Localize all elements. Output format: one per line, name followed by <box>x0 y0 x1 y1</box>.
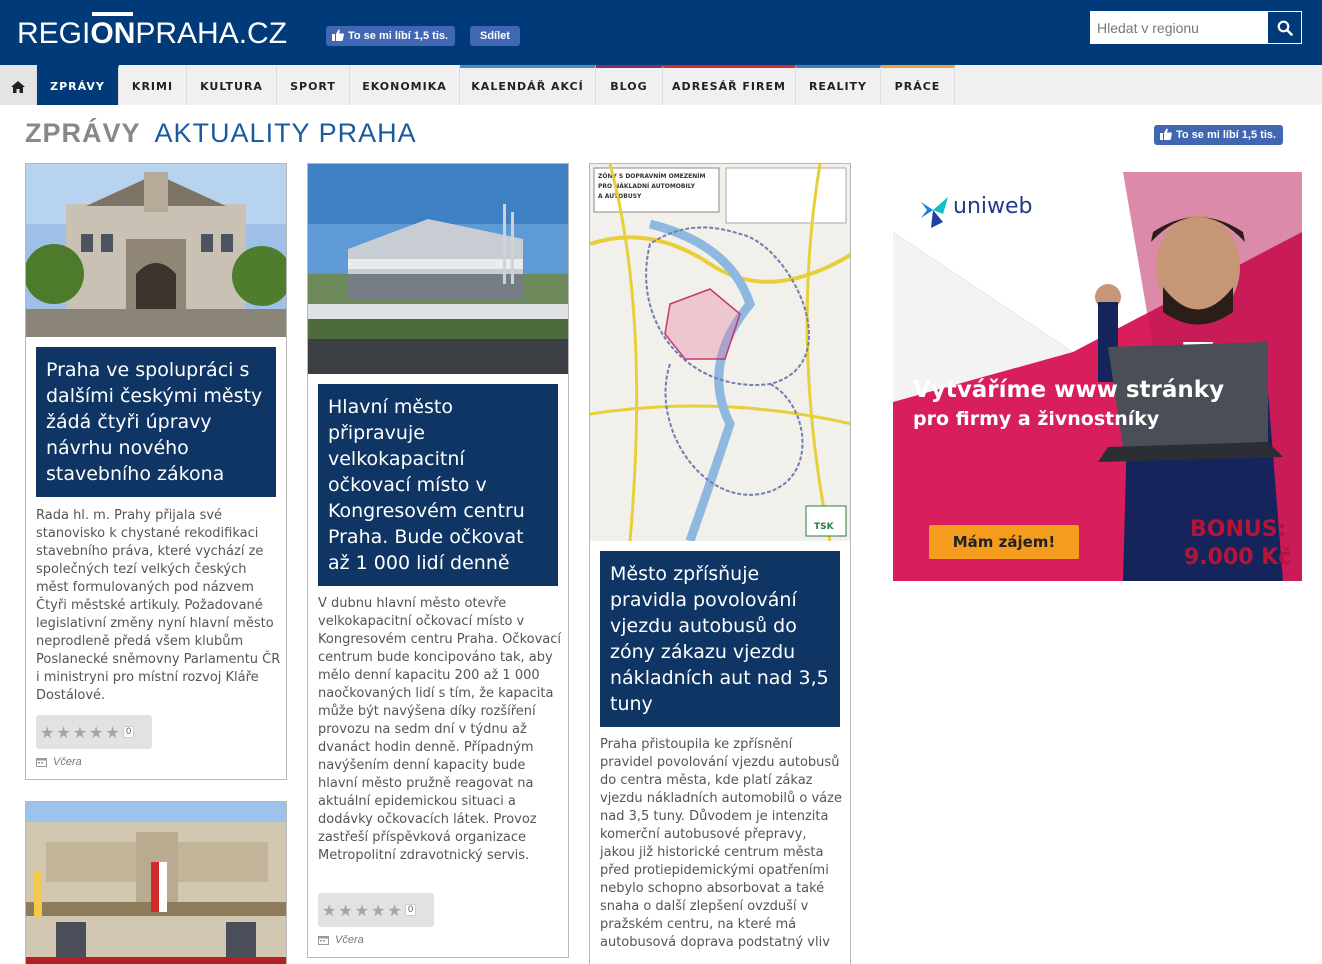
rating-count: 0 <box>123 726 135 738</box>
congress-center-photo <box>308 164 568 374</box>
ad-brand-logo: uniweb <box>953 194 1033 219</box>
nav-item-ekonomika[interactable]: EKONOMIKA <box>350 65 460 105</box>
article-title[interactable]: Město zpřísňuje pravidla povolování vjezdu autobusů do zóny zákazu vjezdu nákladních aut nad 3,5 tuny <box>600 551 840 727</box>
logo-text-on: ON <box>90 17 136 50</box>
main-navigation <box>0 65 1322 105</box>
site-header <box>0 0 1322 65</box>
logo-text-praha: PRAHA.CZ <box>135 17 288 50</box>
ad-cta-button[interactable]: Mám zájem! <box>929 525 1079 559</box>
ad-bonus-label: BONUS: <box>1190 517 1287 542</box>
nav-item-adresar-firem[interactable]: ADRESÁŘ FIREM <box>663 65 796 105</box>
nav-home[interactable] <box>0 65 37 105</box>
facebook-share-button[interactable]: Sdílet <box>470 26 520 46</box>
rating-widget[interactable] <box>318 893 434 927</box>
facebook-like-label: To se mi líbí 1,5 tis. <box>348 30 449 42</box>
article-card[interactable] <box>25 801 287 964</box>
rating-stars[interactable]: ★★★★★ <box>322 900 404 920</box>
facebook-like-button[interactable] <box>326 26 455 46</box>
article-card[interactable] <box>307 163 569 958</box>
thumbs-up-icon <box>332 29 344 41</box>
city-hall-photo <box>26 164 286 337</box>
search-button[interactable] <box>1267 11 1302 44</box>
calendar-icon <box>318 935 329 945</box>
article-excerpt: Praha přistoupila ke zpřísnění pravidel povolování vjezdu autobusů do centra města, kde platí zákaz vjezdu nákladních automobilů o váze nad 3,5 tuny. Důvodem je intenzita komerční autobusové přepravy, jakou již historické centrum města před protiepidemickými opatřeními nebylo schopno absorbovat a také snaha o další zlepšení ovzduší v pražském centru, na které má autobusová doprava podstatný vliv <box>600 737 842 950</box>
nav-item-kalendar-akci[interactable]: KALENDÁŘ AKCÍ <box>460 65 596 105</box>
nav-item-prace[interactable]: PRÁCE <box>881 65 955 105</box>
nav-item-reality[interactable]: REALITY <box>796 65 881 105</box>
nav-item-kultura[interactable]: KULTURA <box>187 65 277 105</box>
logo-text-regi: REGI <box>17 17 91 50</box>
article-image-building-facade[interactable] <box>26 802 286 964</box>
svg-text:A AUTOBUSY: A AUTOBUSY <box>598 193 642 200</box>
article-date <box>318 934 364 946</box>
section-title: ZPRÁVY <box>25 118 141 148</box>
date-label: Včera <box>335 934 364 946</box>
article-image-congress-center[interactable] <box>308 164 568 374</box>
ad-bonus-value: 9.000 Kč <box>1184 545 1292 570</box>
section-subtitle: AKTUALITY PRAHA <box>154 118 417 148</box>
article-card[interactable] <box>589 163 851 964</box>
article-image-traffic-map[interactable] <box>590 164 850 541</box>
ad-subline: pro firmy a živnostníky <box>913 408 1160 430</box>
rating-stars[interactable]: ★★★★★ <box>40 722 122 742</box>
date-label: Včera <box>53 756 82 768</box>
rating-widget[interactable] <box>36 715 152 749</box>
traffic-zone-map <box>590 164 850 541</box>
ad-headline: Vytváříme www stránky <box>913 377 1225 403</box>
nav-item-zpravy[interactable]: ZPRÁVY <box>37 65 119 105</box>
search-icon <box>1277 20 1293 36</box>
building-facade-photo <box>26 802 286 964</box>
article-title[interactable]: Praha ve spolupráci s dalšími českými městy žádá čtyři úpravy návrhu nového stavebního zákona <box>36 347 276 497</box>
article-title[interactable]: Hlavní město připravuje velkokapacitní očkovací místo v Kongresovém centru Praha. Bude očkovat až 1 000 lidí denně <box>318 384 558 586</box>
nav-item-krimi[interactable]: KRIMI <box>119 65 187 105</box>
thumbs-up-icon <box>1160 128 1172 140</box>
tsk-badge: TSK <box>814 522 834 532</box>
search-input[interactable] <box>1090 11 1267 44</box>
home-icon <box>11 81 25 93</box>
calendar-icon <box>36 757 47 767</box>
article-date <box>36 756 82 768</box>
site-logo[interactable] <box>17 17 287 51</box>
page-title <box>25 118 417 149</box>
rating-count: 0 <box>405 904 417 916</box>
svg-text:ZÓNY S DOPRAVNÍM OMEZENÍM: ZÓNY S DOPRAVNÍM OMEZENÍM <box>598 173 706 180</box>
nav-item-blog[interactable]: BLOG <box>596 65 663 105</box>
article-card[interactable] <box>25 163 287 780</box>
facebook-like-label: To se mi líbí 1,5 tis. <box>1176 129 1277 141</box>
facebook-like-button-secondary[interactable] <box>1154 125 1283 145</box>
advertisement-banner[interactable] <box>893 172 1302 581</box>
article-excerpt: Rada hl. m. Prahy přijala své stanovisko k chystané rekodifikaci stavebního práva, které vychází ze společných tezí velkých českých měst formulovaných pod názvem Čtyři městské artikuly. Požadované legislativní změny nyní hlavní město neprodleně předá všem klubům Poslanecké sněmovny Parlamentu ČR i ministryni pro místní rozvoj Kláře Dostálové. <box>36 508 281 703</box>
article-image-city-hall[interactable] <box>26 164 286 337</box>
nav-item-sport[interactable]: SPORT <box>277 65 350 105</box>
article-excerpt: V dubnu hlavní město otevře velkokapacitní očkovací místo v Kongresovém centru Praha. Očkovací centrum bude koncipováno tak, aby mělo denní kapacitu 200 až 1 000 naočkovaných lidí s tím, že kapacita může být navýšena díky rozšíření provozu na sedm dní v týdnu až dvanáct hodin denně. Případným navýšením denní kapacity bude hlavní město pružně reagovat na aktuální epidemickou situaci a dodávky očkovacích látek. Provoz zastřeší příspěvková organizace Metropolitní zdravotnický servis. <box>318 596 562 863</box>
svg-text:PRO NÁKLADNÍ AUTOMOBILY: PRO NÁKLADNÍ AUTOMOBILY <box>598 183 695 190</box>
